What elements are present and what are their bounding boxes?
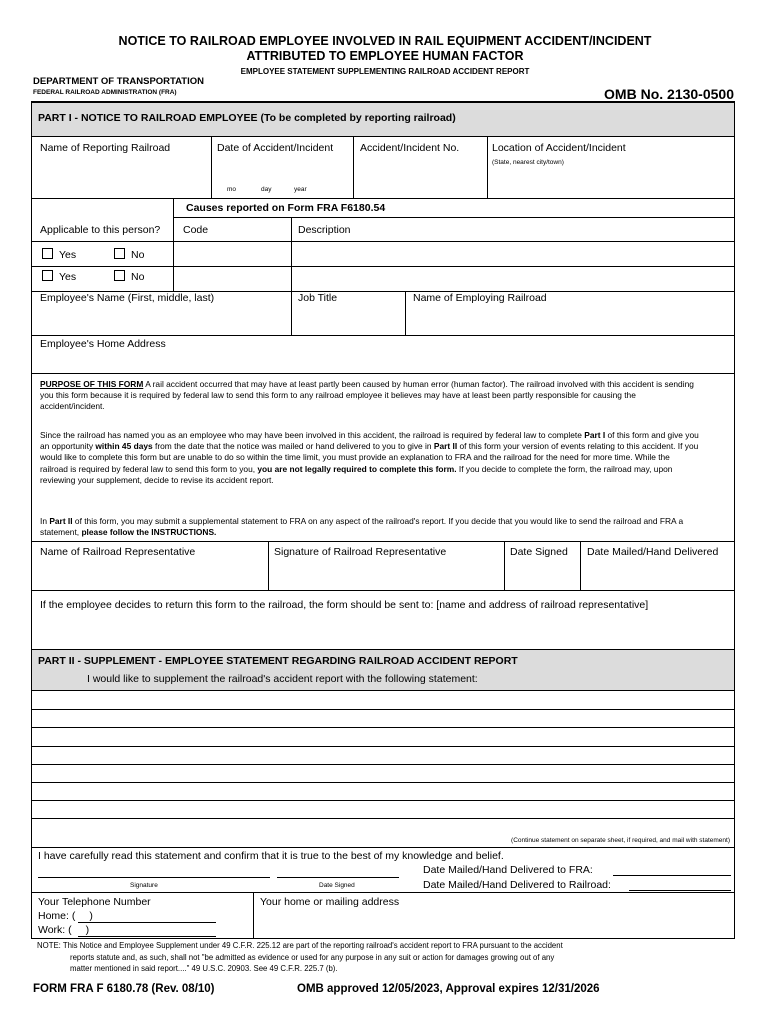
agency-label: FEDERAL RAILROAD ADMINISTRATION (FRA)	[33, 89, 177, 96]
legal-note-line3: matter mentioned in said report...." 49 U.S.C. 20903. See 49 C.F.R. 225.7 (b).	[70, 964, 338, 973]
accident-date-label: Date of Accident/Incident	[217, 142, 334, 154]
date-mailed-label: Date Mailed/Hand Delivered	[587, 546, 719, 558]
omb-number: OMB No. 2130-0500	[604, 86, 734, 102]
no-checkbox-1[interactable]	[114, 248, 125, 259]
legal-note-line2: reports statute and, as such, shall not "be admitted as evidence or used for any purpose in any suit or action for damages growing out of any	[70, 952, 555, 962]
purpose-heading: PURPOSE OF THIS FORM	[40, 379, 144, 389]
purpose-paragraph-3: In Part II of this form, you may submit a supplemental statement to FRA on any aspect of the railroad's report. If you decide that you would like to send the railroad and FRA a statement, please follow the INSTRUCTIONS.	[40, 516, 684, 538]
home-phone-label: Home:	[38, 910, 69, 922]
statement-line	[32, 709, 734, 710]
description-label: Description	[298, 224, 351, 236]
work-phone-line[interactable]	[78, 936, 216, 937]
certification-text: I have carefully read this statement and confirm that it is true to the best of my knowledge and belief.	[38, 850, 504, 862]
statement-line	[32, 818, 734, 819]
statement-line	[32, 746, 734, 747]
signature-line[interactable]	[38, 877, 270, 878]
work-phone-row: Work: ( )	[38, 924, 90, 936]
yes-label: Yes	[59, 249, 77, 261]
return-address-note: If the employee decides to return this form to the railroad, the form should be sent to: [name and address of railroad representative]	[40, 599, 649, 611]
code-label: Code	[183, 224, 209, 236]
yes-no-row-2	[42, 270, 144, 283]
form-subtitle: EMPLOYEE STATEMENT SUPPLEMENTING RAILROAD ACCIDENT REPORT	[240, 67, 530, 76]
legal-note	[37, 940, 563, 975]
job-title-label: Job Title	[298, 292, 338, 304]
yes-checkbox-1[interactable]	[42, 248, 53, 259]
year-label: year	[294, 186, 307, 193]
part2-heading	[32, 649, 734, 691]
form-body	[31, 101, 735, 939]
omb-approval: OMB approved 12/05/2023, Approval expires 12/31/2026	[297, 983, 600, 995]
causes-heading: Causes reported on Form FRA F6180.54	[186, 202, 386, 214]
employee-name-label: Employee's Name (First, middle, last)	[40, 292, 215, 304]
representative-signature-label: Signature of Railroad Representative	[274, 546, 447, 558]
no-label: No	[130, 249, 145, 261]
date-signed-label: Date Signed	[510, 546, 568, 558]
statement-line	[32, 800, 734, 801]
statement-line	[32, 782, 734, 783]
home-phone-line[interactable]	[78, 922, 216, 923]
mailing-address-label: Your home or mailing address	[260, 896, 400, 908]
representative-name-label: Name of Railroad Representative	[40, 546, 196, 558]
day-label: day	[261, 186, 272, 193]
home-phone-row: Home: ( )	[38, 910, 93, 922]
mailed-fra-label: Date Mailed/Hand Delivered to FRA:	[423, 864, 593, 876]
date-signed-line[interactable]	[277, 877, 399, 878]
legal-note-line1: NOTE: This Notice and Employee Supplement under 49 C.F.R. 225.12 are part of the reporting railroad's accident report to FRA pursuant to the accident	[37, 941, 563, 950]
statement-line	[32, 764, 734, 765]
form-number: FORM FRA F 6180.78 (Rev. 08/10)	[33, 983, 215, 995]
statement-line	[32, 727, 734, 728]
purpose-text-1: A rail accident occurred that may have at least partly been caused by human error (human factor). The railroad involved with this accident is sending you this form because it is required by federal law to send this form to any railroad employee it believes may have at least been partly responsible for causing the accident/incident.	[40, 379, 694, 412]
location-hint: (State, nearest city/town)	[492, 159, 564, 166]
yes-checkbox-2[interactable]	[42, 270, 53, 281]
location-label: Location of Accident/Incident	[492, 142, 626, 154]
form-title-line1: NOTICE TO RAILROAD EMPLOYEE INVOLVED IN RAIL EQUIPMENT ACCIDENT/INCIDENT	[118, 34, 652, 48]
part2-intro: I would like to supplement the railroad's accident report with the following statement:	[87, 673, 478, 685]
telephone-label: Your Telephone Number	[38, 896, 151, 908]
signature-caption: Signature	[130, 882, 158, 889]
department-label: DEPARTMENT OF TRANSPORTATION	[33, 76, 204, 87]
mailed-railroad-line[interactable]	[629, 890, 731, 891]
date-signed-caption: Date Signed	[319, 882, 355, 889]
incident-number-label: Accident/Incident No.	[360, 142, 460, 154]
part1-heading: PART I - NOTICE TO RAILROAD EMPLOYEE (To be completed by reporting railroad)	[32, 102, 734, 137]
applicable-label: Applicable to this person?	[40, 224, 161, 236]
reporting-railroad-label: Name of Reporting Railroad	[40, 142, 171, 154]
work-phone-label: Work:	[38, 924, 66, 936]
purpose-paragraph-2: Since the railroad has named you as an employee who may have been involved in this accident, the railroad is required by federal law to complete Part I of this form and give you an opportunity within 45 days from the date that the notice was mailed or hand delivered to you to give in Part II of this form your version of events relating to this accident. If you would like to complete this form but are unable to do so within the time limit, you must provide an explanation to FRA and the railroad for the need for more time. While the railroad is required by federal law to send this form to you, you are not legally required to complete this form. If you decide to complete the form, the railroad may, upon reviewing your supplement, decide to revise its accident report.	[40, 430, 699, 485]
purpose-paragraph-1	[40, 379, 700, 413]
no-checkbox-2[interactable]	[114, 270, 125, 281]
home-address-label: Employee's Home Address	[40, 338, 166, 350]
yes-label: Yes	[59, 271, 77, 283]
part2-heading-text: PART II - SUPPLEMENT - EMPLOYEE STATEMENT REGARDING RAILROAD ACCIDENT REPORT	[38, 655, 518, 667]
month-label: mo	[227, 186, 237, 193]
mailed-railroad-label: Date Mailed/Hand Delivered to Railroad:	[423, 879, 611, 891]
mailed-fra-line[interactable]	[613, 875, 731, 876]
yes-no-row-1	[42, 248, 144, 261]
continue-note: (Continue statement on separate sheet, if required, and mail with statement)	[511, 837, 730, 844]
form-title-line2: ATTRIBUTED TO EMPLOYEE HUMAN FACTOR	[246, 49, 524, 63]
employing-railroad-label: Name of Employing Railroad	[413, 292, 547, 304]
no-label: No	[130, 271, 145, 283]
